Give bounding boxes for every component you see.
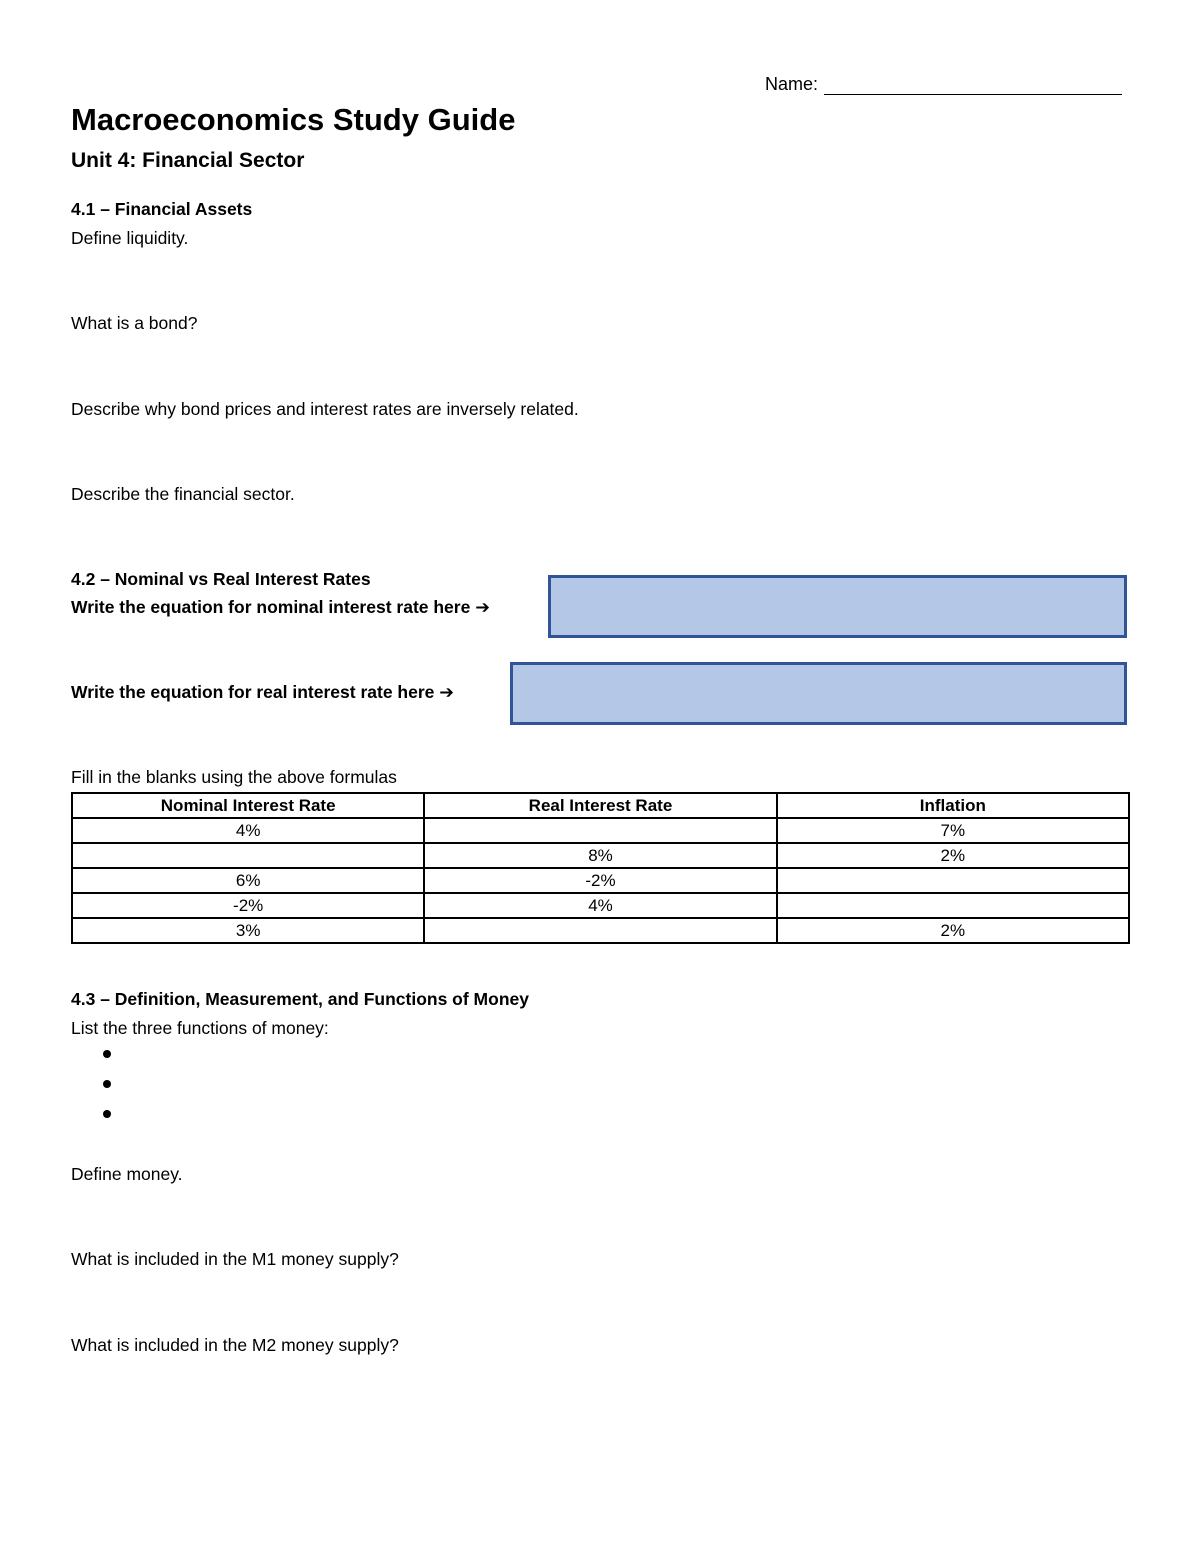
cell-inflation: 2%	[777, 843, 1129, 868]
bullet-icon	[103, 1050, 111, 1058]
table-row	[72, 893, 1129, 918]
name-label: Name:	[765, 74, 819, 94]
cell-real: -2%	[424, 868, 776, 893]
cell-inflation-blank[interactable]	[777, 868, 1129, 893]
functions-of-money-prompt: List the three functions of money:	[71, 1018, 329, 1038]
cell-nominal-blank[interactable]	[72, 843, 424, 868]
question-define-liquidity: Define liquidity.	[71, 228, 189, 248]
nominal-equation-prompt-text: Write the equation for nominal interest rate here	[71, 597, 471, 617]
table-header-row	[72, 793, 1129, 818]
cell-real-blank[interactable]	[424, 918, 776, 943]
cell-inflation-blank[interactable]	[777, 893, 1129, 918]
interest-rate-table	[71, 792, 1130, 944]
bullet-icon	[103, 1110, 111, 1118]
section-4-2-heading: 4.2 – Nominal vs Real Interest Rates	[71, 569, 371, 589]
question-bond-prices-inverse: Describe why bond prices and interest rates are inversely related.	[71, 399, 579, 419]
section-4-1-heading: 4.1 – Financial Assets	[71, 199, 253, 219]
question-financial-sector: Describe the financial sector.	[71, 484, 295, 504]
cell-nominal: -2%	[72, 893, 424, 918]
cell-nominal: 6%	[72, 868, 424, 893]
arrow-right-icon: ➔	[475, 597, 490, 617]
nominal-equation-prompt	[71, 597, 490, 618]
question-m2-supply: What is included in the M2 money supply?	[71, 1335, 399, 1355]
cell-real-blank[interactable]	[424, 818, 776, 843]
section-4-3-heading: 4.3 – Definition, Measurement, and Functions of Money	[71, 989, 529, 1009]
table-row	[72, 868, 1129, 893]
cell-inflation: 7%	[777, 818, 1129, 843]
name-blank-line[interactable]	[824, 74, 1122, 95]
page-title: Macroeconomics Study Guide	[71, 102, 516, 137]
cell-inflation: 2%	[777, 918, 1129, 943]
question-define-money: Define money.	[71, 1164, 183, 1184]
table-row	[72, 818, 1129, 843]
table-row	[72, 843, 1129, 868]
header-nominal: Nominal Interest Rate	[72, 793, 424, 818]
real-equation-prompt	[71, 682, 454, 703]
table-row	[72, 918, 1129, 943]
cell-nominal: 3%	[72, 918, 424, 943]
question-what-is-bond: What is a bond?	[71, 313, 198, 333]
real-equation-prompt-text: Write the equation for real interest rate here	[71, 682, 435, 702]
cell-real: 4%	[424, 893, 776, 918]
real-equation-box[interactable]	[510, 662, 1127, 725]
unit-subtitle: Unit 4: Financial Sector	[71, 149, 305, 172]
question-m1-supply: What is included in the M1 money supply?	[71, 1249, 399, 1269]
nominal-equation-box[interactable]	[548, 575, 1127, 638]
cell-real: 8%	[424, 843, 776, 868]
arrow-right-icon: ➔	[439, 682, 454, 702]
name-field	[765, 74, 1122, 95]
header-inflation: Inflation	[777, 793, 1129, 818]
header-real: Real Interest Rate	[424, 793, 776, 818]
bullet-icon	[103, 1080, 111, 1088]
cell-nominal: 4%	[72, 818, 424, 843]
table-caption: Fill in the blanks using the above formulas	[71, 767, 397, 787]
